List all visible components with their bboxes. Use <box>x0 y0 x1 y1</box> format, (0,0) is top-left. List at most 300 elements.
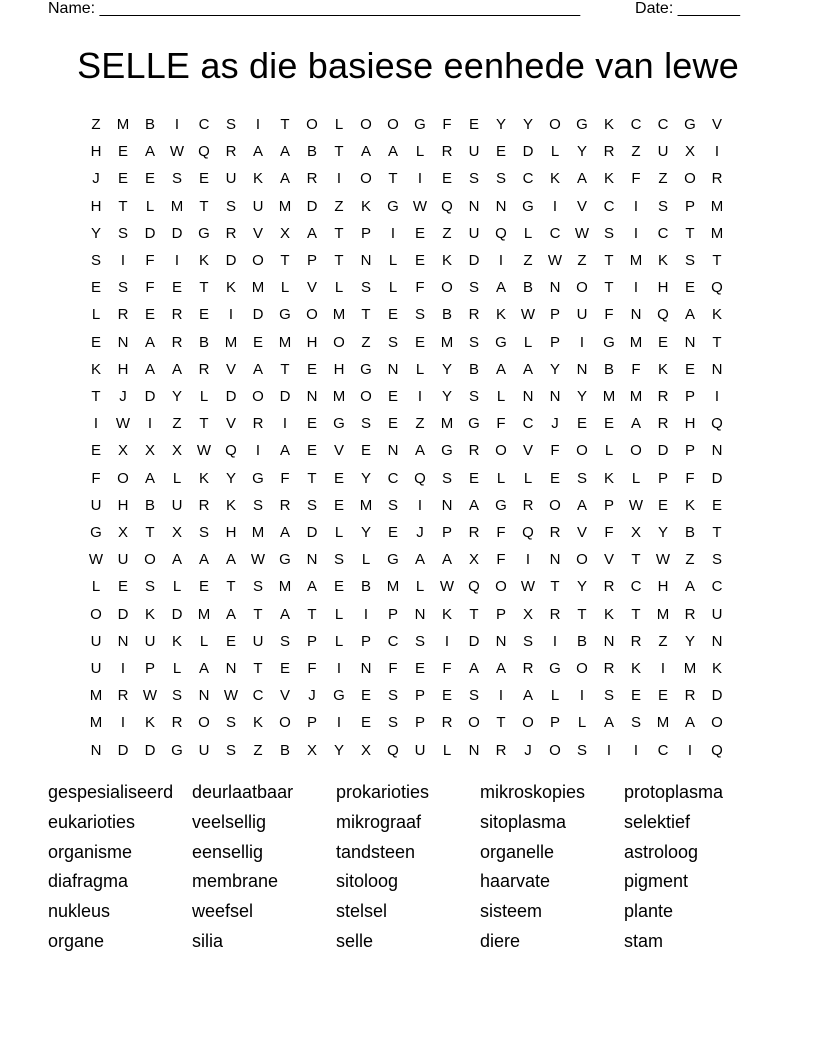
grid-letter: U <box>144 632 156 650</box>
grid-letter: O <box>333 333 345 351</box>
date-field[interactable]: Date: _______ <box>635 0 740 17</box>
grid-letter: O <box>576 442 588 460</box>
grid-letter: A <box>576 170 587 188</box>
grid-letter: T <box>712 524 722 541</box>
grid-letter: W <box>547 252 563 269</box>
grid-letter: Z <box>415 415 425 433</box>
word-list-item: membrane <box>192 871 279 892</box>
grid-letter: L <box>523 469 533 487</box>
grid-letter: E <box>198 170 209 188</box>
grid-letter: C <box>603 197 615 215</box>
grid-letter: A <box>171 551 182 569</box>
grid-letter: L <box>199 632 209 650</box>
grid-letter: T <box>334 224 344 242</box>
grid-letter: E <box>468 469 479 487</box>
grid-letter: B <box>576 632 587 650</box>
grid-letter: S <box>387 687 398 705</box>
grid-letter: H <box>117 496 129 514</box>
grid-letter: P <box>414 714 425 732</box>
grid-letter: M <box>197 605 211 623</box>
grid-letter: I <box>552 632 558 650</box>
grid-letter: F <box>550 442 560 460</box>
grid-letter: R <box>306 170 318 188</box>
grid-letter: N <box>117 333 129 351</box>
grid-letter: U <box>711 605 723 623</box>
grid-letter: M <box>629 388 643 405</box>
grid-letter: S <box>468 333 479 351</box>
grid-letter: V <box>333 442 344 460</box>
grid-letter: L <box>550 143 560 161</box>
grid-letter: D <box>117 741 129 759</box>
grid-letter: I <box>633 741 639 759</box>
grid-letter: Y <box>576 143 587 161</box>
name-field[interactable]: Name: ______________________________________________________ <box>48 0 581 17</box>
grid-letter: D <box>144 388 156 405</box>
grid-letter: E <box>441 687 452 705</box>
grid-letter: C <box>198 116 210 133</box>
grid-letter: W <box>115 415 131 433</box>
grid-letter: H <box>90 197 102 215</box>
grid-letter: I <box>633 279 639 297</box>
word-list-item: stam <box>624 931 664 951</box>
grid-letter: S <box>360 415 371 433</box>
grid-letter: E <box>387 415 398 433</box>
grid-letter: I <box>444 632 450 650</box>
grid-letter: W <box>520 578 536 596</box>
grid-letter: R <box>171 333 183 351</box>
grid-letter: K <box>495 306 506 324</box>
grid-letter: R <box>468 442 480 460</box>
grid-letter: N <box>711 442 723 460</box>
grid-letter: N <box>117 632 129 650</box>
grid-letter: B <box>144 116 155 133</box>
grid-letter: R <box>657 415 669 433</box>
grid-letter: E <box>252 333 263 351</box>
grid-letter: Q <box>387 741 399 759</box>
grid-letter: N <box>441 496 453 514</box>
grid-letter: U <box>90 496 102 514</box>
grid-letter: E <box>495 143 506 161</box>
grid-letter: A <box>279 605 290 623</box>
grid-letter: W <box>142 687 158 705</box>
grid-letter: G <box>279 306 291 324</box>
grid-letter: S <box>468 279 479 297</box>
grid-letter: D <box>144 224 156 242</box>
grid-letter: U <box>171 496 183 514</box>
grid-letter: F <box>496 524 506 541</box>
grid-letter: W <box>655 551 671 569</box>
grid-letter: Q <box>711 279 723 297</box>
grid-letter: S <box>225 714 236 732</box>
grid-letter: E <box>630 687 641 705</box>
grid-letter: K <box>198 469 209 487</box>
grid-letter: E <box>684 360 695 378</box>
grid-letter: M <box>89 714 103 732</box>
grid-letter: H <box>225 524 237 541</box>
grid-letter: M <box>170 197 184 215</box>
grid-letter: R <box>117 687 129 705</box>
grid-letter: L <box>496 388 506 405</box>
grid-letter: S <box>252 496 263 514</box>
grid-letter: L <box>334 116 344 133</box>
word-list-item: deurlaatbaar <box>192 782 294 802</box>
grid-letter: V <box>576 197 587 215</box>
grid-letter: P <box>684 197 695 215</box>
grid-letter: A <box>684 714 695 732</box>
grid-letter: S <box>387 496 398 514</box>
grid-letter: S <box>90 252 101 269</box>
grid-letter: K <box>603 116 614 133</box>
grid-letter: R <box>657 388 669 405</box>
grid-letter: N <box>360 660 372 677</box>
grid-letter: N <box>576 360 588 378</box>
grid-letter: L <box>388 279 398 297</box>
grid-letter: O <box>576 660 588 677</box>
grid-letter: L <box>442 741 452 759</box>
grid-letter: E <box>117 170 128 188</box>
grid-letter: I <box>417 496 423 514</box>
grid-letter: I <box>525 551 531 569</box>
grid-letter: R <box>522 660 534 677</box>
grid-letter: G <box>90 524 102 541</box>
grid-letter: F <box>145 252 155 269</box>
grid-letter: Q <box>522 524 534 541</box>
grid-letter: K <box>684 496 695 514</box>
grid-letter: F <box>496 551 506 569</box>
grid-letter: J <box>416 524 424 541</box>
grid-letter: I <box>417 170 423 188</box>
grid-letter: N <box>468 197 480 215</box>
grid-letter: E <box>414 252 425 269</box>
grid-letter: I <box>336 660 342 677</box>
grid-letter: P <box>306 714 317 732</box>
grid-letter: E <box>279 660 290 677</box>
grid-letter: R <box>279 496 291 514</box>
grid-letter: Y <box>549 360 560 378</box>
grid-letter: E <box>360 714 371 732</box>
grid-letter: N <box>522 388 534 405</box>
grid-letter: H <box>306 333 318 351</box>
grid-letter: R <box>684 605 696 623</box>
grid-letter: T <box>712 333 722 351</box>
grid-letter: A <box>522 687 533 705</box>
grid-letter: Z <box>523 252 533 269</box>
grid-letter: X <box>468 551 479 569</box>
grid-letter: S <box>279 632 290 650</box>
grid-letter: K <box>603 605 614 623</box>
grid-letter: M <box>440 415 454 433</box>
grid-letter: R <box>495 741 507 759</box>
grid-letter: T <box>334 143 344 161</box>
grid-letter: K <box>252 714 263 732</box>
grid-letter: L <box>334 632 344 650</box>
grid-letter: S <box>711 551 722 569</box>
grid-letter: M <box>359 496 373 514</box>
grid-letter: N <box>387 442 399 460</box>
grid-letter: V <box>225 415 236 433</box>
grid-letter: D <box>171 224 183 242</box>
grid-letter: K <box>198 252 209 269</box>
grid-letter: S <box>603 224 614 242</box>
grid-letter: F <box>280 469 290 487</box>
grid-letter: Z <box>253 741 263 759</box>
grid-letter: M <box>440 333 454 351</box>
grid-letter: N <box>495 632 507 650</box>
grid-letter: C <box>387 632 399 650</box>
grid-letter: E <box>387 388 398 405</box>
grid-letter: N <box>225 660 237 677</box>
grid-letter: K <box>144 714 155 732</box>
grid-letter: S <box>576 469 587 487</box>
grid-letter: M <box>710 197 724 215</box>
grid-letter: L <box>334 524 344 541</box>
grid-letter: K <box>225 496 236 514</box>
grid-letter: I <box>120 714 126 732</box>
grid-letter: D <box>711 469 723 487</box>
grid-letter: I <box>417 388 423 405</box>
grid-letter: O <box>144 551 156 569</box>
grid-letter: M <box>332 388 346 405</box>
grid-letter: P <box>495 605 506 623</box>
grid-letter: C <box>387 469 399 487</box>
grid-letter: K <box>603 469 614 487</box>
grid-letter: U <box>90 632 102 650</box>
grid-letter: A <box>495 279 506 297</box>
grid-letter: W <box>412 197 428 215</box>
grid-letter: K <box>630 660 641 677</box>
grid-letter: M <box>656 605 670 623</box>
grid-letter: T <box>118 197 128 215</box>
grid-letter: P <box>144 660 155 677</box>
grid-letter: X <box>171 442 182 460</box>
grid-letter: L <box>91 578 101 596</box>
grid-letter: X <box>117 524 128 541</box>
grid-letter: Y <box>495 116 506 133</box>
grid-letter: C <box>549 224 561 242</box>
grid-letter: P <box>360 224 371 242</box>
grid-letter: E <box>306 360 317 378</box>
grid-letter: I <box>282 415 288 433</box>
grid-letter: B <box>441 306 452 324</box>
grid-letter: C <box>657 741 669 759</box>
grid-letter: O <box>252 388 264 405</box>
grid-letter: F <box>307 660 317 677</box>
grid-letter: S <box>522 632 533 650</box>
grid-letter: J <box>524 741 532 759</box>
grid-letter: R <box>549 605 561 623</box>
grid-letter: R <box>549 524 561 541</box>
grid-letter: I <box>498 687 504 705</box>
grid-letter: R <box>630 632 642 650</box>
grid-letter: R <box>441 714 453 732</box>
grid-letter: U <box>198 741 210 759</box>
grid-letter: L <box>631 469 641 487</box>
grid-letter: A <box>495 360 506 378</box>
grid-letter: X <box>522 605 533 623</box>
grid-letter: L <box>415 143 425 161</box>
grid-letter: L <box>550 687 560 705</box>
grid-letter: R <box>225 143 237 161</box>
grid-letter: T <box>145 524 155 541</box>
grid-letter: T <box>253 605 263 623</box>
grid-letter: T <box>550 578 560 596</box>
grid-letter: O <box>117 469 129 487</box>
grid-letter: A <box>441 551 452 569</box>
grid-letter: K <box>360 197 371 215</box>
grid-letter: A <box>603 714 614 732</box>
grid-letter: B <box>603 360 614 378</box>
grid-letter: A <box>279 524 290 541</box>
grid-letter: W <box>223 687 239 705</box>
grid-letter: A <box>414 442 425 460</box>
grid-letter: X <box>360 741 371 759</box>
grid-letter: W <box>520 306 536 324</box>
grid-letter: M <box>386 578 400 596</box>
grid-letter: F <box>442 116 452 133</box>
grid-letter: P <box>549 306 560 324</box>
grid-letter: L <box>199 388 209 405</box>
grid-letter: T <box>631 551 641 569</box>
grid-letter: C <box>657 116 669 133</box>
grid-letter: U <box>252 632 264 650</box>
grid-letter: Y <box>360 524 371 541</box>
grid-letter: F <box>685 469 695 487</box>
grid-letter: A <box>495 660 506 677</box>
grid-letter: U <box>414 741 426 759</box>
grid-letter: T <box>280 252 290 269</box>
word-list-item: sitoplasma <box>480 811 567 832</box>
grid-letter: K <box>441 605 452 623</box>
grid-letter: S <box>252 578 263 596</box>
grid-letter: Z <box>91 116 101 133</box>
grid-letter: A <box>468 660 479 677</box>
grid-letter: I <box>579 687 585 705</box>
grid-letter: L <box>172 578 182 596</box>
grid-letter: O <box>198 714 210 732</box>
grid-letter: A <box>576 496 587 514</box>
grid-letter: V <box>225 360 236 378</box>
grid-letter: I <box>363 605 369 623</box>
grid-letter: G <box>603 333 615 351</box>
grid-letter: S <box>171 687 182 705</box>
grid-letter: Q <box>414 469 426 487</box>
grid-letter: Q <box>657 306 669 324</box>
grid-letter: T <box>604 279 614 297</box>
word-list-item: diafragma <box>48 871 129 892</box>
grid-letter: E <box>198 578 209 596</box>
grid-letter: B <box>306 143 317 161</box>
grid-letter: L <box>334 605 344 623</box>
grid-letter: E <box>441 170 452 188</box>
grid-letter: V <box>603 551 614 569</box>
grid-letter: F <box>631 170 641 188</box>
grid-letter: E <box>657 333 668 351</box>
grid-letter: O <box>90 605 102 623</box>
grid-letter: E <box>90 442 101 460</box>
grid-letter: I <box>660 660 666 677</box>
grid-letter: P <box>360 632 371 650</box>
grid-letter: O <box>549 496 561 514</box>
grid-letter: X <box>630 524 641 541</box>
grid-letter: A <box>468 496 479 514</box>
grid-letter: C <box>522 415 534 433</box>
grid-letter: M <box>710 224 724 242</box>
grid-letter: G <box>684 116 696 133</box>
grid-letter: T <box>334 252 344 269</box>
grid-letter: I <box>93 415 99 433</box>
grid-letter: B <box>144 496 155 514</box>
grid-letter: A <box>171 360 182 378</box>
grid-letter: M <box>629 333 643 351</box>
word-list-item: pigment <box>624 871 689 892</box>
grid-letter: R <box>198 360 210 378</box>
grid-letter: A <box>225 551 236 569</box>
grid-letter: V <box>522 442 533 460</box>
grid-letter: G <box>468 415 480 433</box>
grid-letter: Y <box>360 469 371 487</box>
word-list-item: eukarioties <box>48 811 136 832</box>
grid-letter: S <box>225 741 236 759</box>
grid-letter: O <box>495 442 507 460</box>
word-list-item: organe <box>48 931 105 951</box>
grid-letter: I <box>390 224 396 242</box>
grid-letter: G <box>441 442 453 460</box>
grid-letter: O <box>468 714 480 732</box>
word-list-item: protoplasma <box>624 782 724 802</box>
grid-letter: B <box>468 360 479 378</box>
grid-letter: T <box>307 469 317 487</box>
grid-letter: K <box>90 360 101 378</box>
grid-letter: G <box>252 469 264 487</box>
grid-letter: K <box>603 170 614 188</box>
word-list-item: nukleus <box>48 901 111 922</box>
grid-letter: G <box>576 116 588 133</box>
grid-letter: O <box>306 116 318 133</box>
grid-letter: M <box>278 197 292 215</box>
grid-letter: Z <box>658 170 668 188</box>
grid-letter: S <box>144 578 155 596</box>
grid-letter: A <box>198 660 209 677</box>
grid-letter: M <box>89 687 103 705</box>
grid-letter: N <box>603 632 615 650</box>
grid-letter: R <box>522 496 534 514</box>
grid-letter: L <box>91 306 101 324</box>
grid-letter: X <box>117 442 128 460</box>
grid-letter: P <box>387 605 398 623</box>
grid-letter: K <box>144 605 155 623</box>
grid-letter: T <box>388 170 398 188</box>
grid-letter: V <box>711 116 722 133</box>
grid-letter: R <box>684 687 696 705</box>
grid-letter: D <box>144 741 156 759</box>
grid-letter: L <box>145 197 155 215</box>
grid-letter: L <box>523 333 533 351</box>
grid-letter: S <box>387 714 398 732</box>
grid-letter: J <box>119 388 127 405</box>
grid-letter: A <box>225 605 236 623</box>
grid-letter: A <box>144 360 155 378</box>
grid-letter: G <box>414 116 426 133</box>
grid-letter: C <box>630 578 642 596</box>
grid-letter: O <box>684 170 696 188</box>
grid-letter: O <box>306 306 318 324</box>
grid-letter: I <box>633 197 639 215</box>
grid-letter: E <box>144 170 155 188</box>
word-list-item: astroloog <box>624 841 699 862</box>
grid-letter: F <box>496 415 506 433</box>
grid-letter: W <box>439 578 455 596</box>
grid-letter: Y <box>441 360 452 378</box>
